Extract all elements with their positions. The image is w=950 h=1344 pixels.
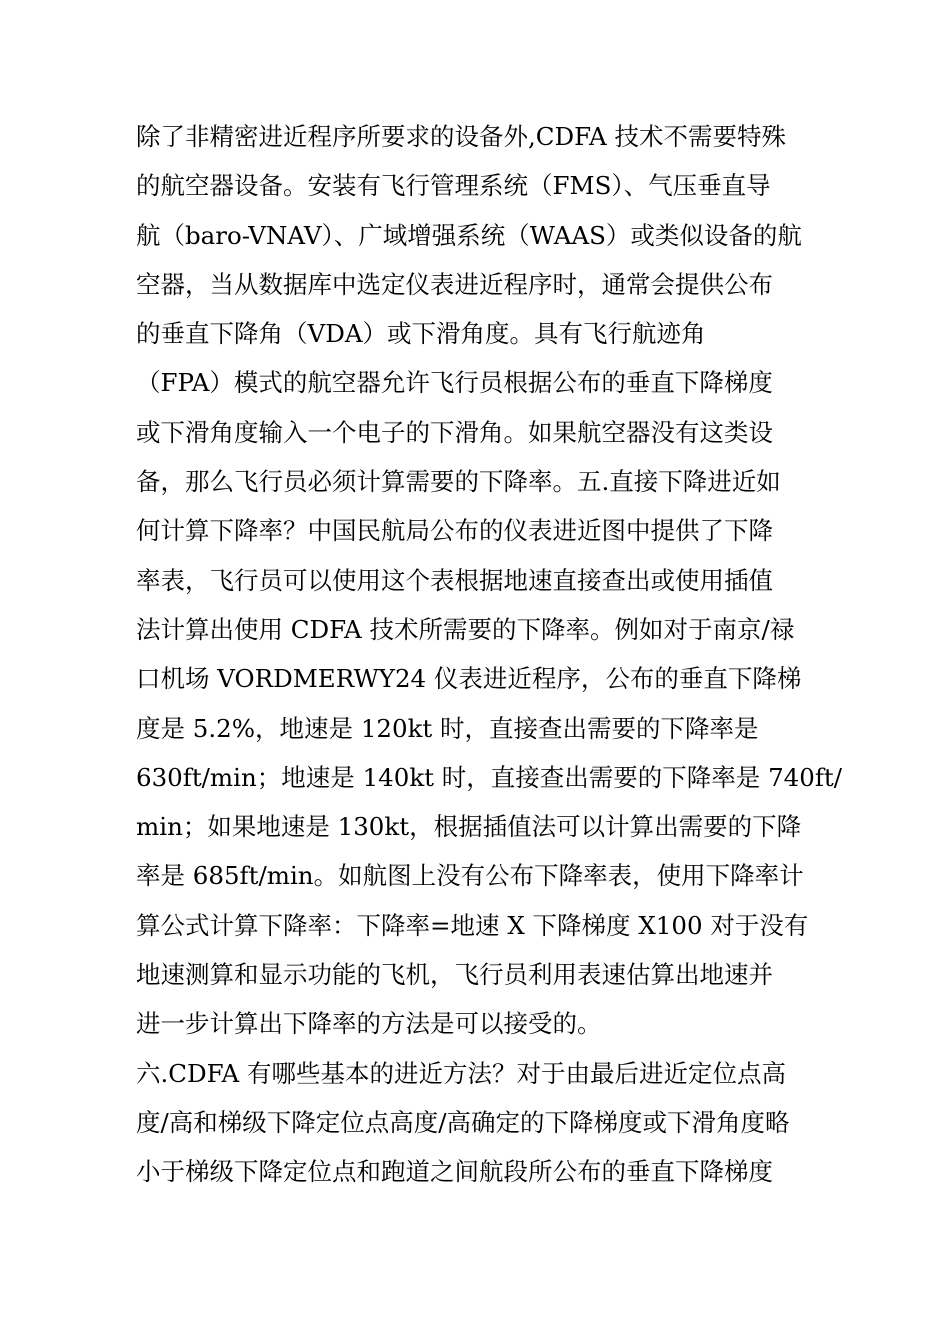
text-line: 何计算下降率？中国民航局公布的仪表进近图中提供了下降	[136, 516, 773, 546]
text-line: 空器，当从数据库中选定仪表进近程序时，通常会提供公布	[136, 269, 773, 299]
text-line: 法计算出使用 CDFA 技术所需要的下降率。例如对于南京/禄	[136, 614, 795, 644]
text-line: 率是 685ft/min。如航图上没有公布下降率表，使用下降率计	[136, 861, 804, 891]
text-line: 630ft/min；地速是 140kt 时，直接查出需要的下降率是 740ft/	[136, 762, 843, 792]
text-line: 算公式计算下降率：下降率=地速 X 下降梯度 X100 对于没有	[136, 910, 809, 940]
text-line: 航（baro-VNAV）、广域增强系统（WAAS）或类似设备的航	[136, 220, 802, 250]
text-line: （FPA）模式的航空器允许飞行员根据公布的垂直下降梯度	[136, 368, 773, 398]
text-line: 除了非精密进近程序所要求的设备外,CDFA 技术不需要特殊	[136, 122, 787, 151]
text-line: 口机场 VORDMERWY24 仪表进近程序，公布的垂直下降梯	[136, 664, 802, 694]
text-line: 小于梯级下降定位点和跑道之间航段所公布的垂直下降梯度	[136, 1157, 773, 1187]
text-line: min；如果地速是 130kt，根据插值法可以计算出需要的下降	[136, 812, 802, 842]
text-line: 度是 5.2%，地速是 120kt 时，直接查出需要的下降率是	[136, 713, 759, 743]
text-line: 六.CDFA 有哪些基本的进近方法？对于由最后进近定位点高	[136, 1058, 787, 1088]
text-line: 率表，飞行员可以使用这个表根据地速直接查出或使用插值	[136, 565, 773, 595]
text-line: 或下滑角度输入一个电子的下滑角。如果航空器没有这类设	[136, 417, 773, 447]
text-line: 备，那么飞行员必须计算需要的下降率。五.直接下降进近如	[136, 467, 781, 497]
text-line: 进一步计算出下降率的方法是可以接受的。	[136, 1009, 602, 1039]
text-line: 的航空器设备。安装有飞行管理系统（FMS）、气压垂直导	[136, 171, 771, 201]
text-line: 地速测算和显示功能的飞机，飞行员利用表速估算出地速并	[136, 960, 773, 990]
body-text	[136, 112, 843, 1197]
text-line: 的垂直下降角（VDA）或下滑角度。具有飞行航迹角	[136, 319, 706, 349]
text-line: 度/高和梯级下降定位点高度/高确定的下降梯度或下滑角度略	[136, 1107, 790, 1137]
